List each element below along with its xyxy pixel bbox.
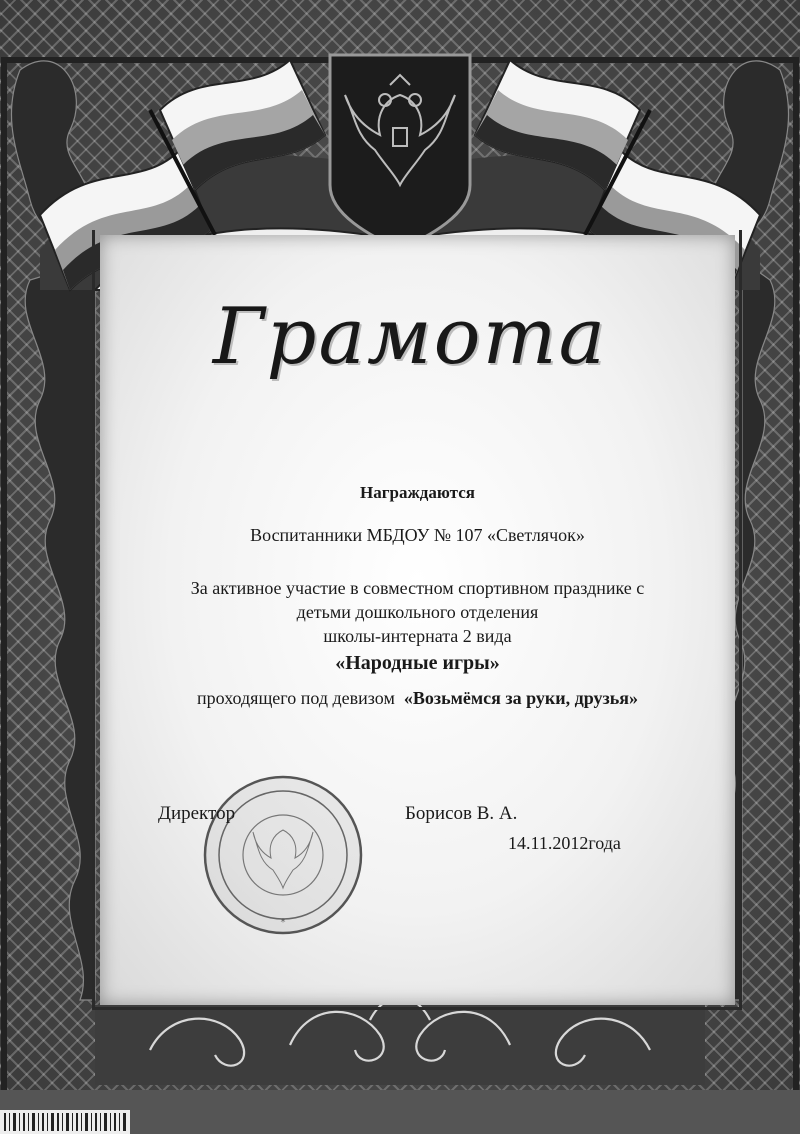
recipients-text: Воспитанники МБДОУ № 107 «Светлячок»: [250, 525, 585, 545]
reason-line-2: детьми дошкольного отделения: [296, 602, 539, 622]
reason-line-1: За активное участие в совместном спортивном празднике с: [190, 578, 645, 598]
reason-line-3: школы-интерната 2 вида: [323, 626, 512, 646]
motto-text: «Возьмёмся за руки, друзья»: [403, 688, 638, 708]
emblem-shield-icon: [330, 55, 470, 250]
barcode-strip: [0, 1110, 130, 1134]
issue-date: 14.11.2012года: [508, 833, 621, 853]
round-seal-stamp: [198, 770, 368, 940]
director-label: Директор: [158, 803, 236, 824]
certificate-title: Грамота: [212, 292, 608, 382]
svg-text:*: *: [280, 917, 286, 928]
awarded-heading: Награждаются: [360, 483, 475, 502]
motto-prefix: проходящего под девизом: [197, 688, 395, 708]
event-name: «Народные игры»: [335, 652, 500, 674]
motto-line: [110, 688, 725, 709]
director-name: Борисов В. А.: [405, 803, 518, 824]
